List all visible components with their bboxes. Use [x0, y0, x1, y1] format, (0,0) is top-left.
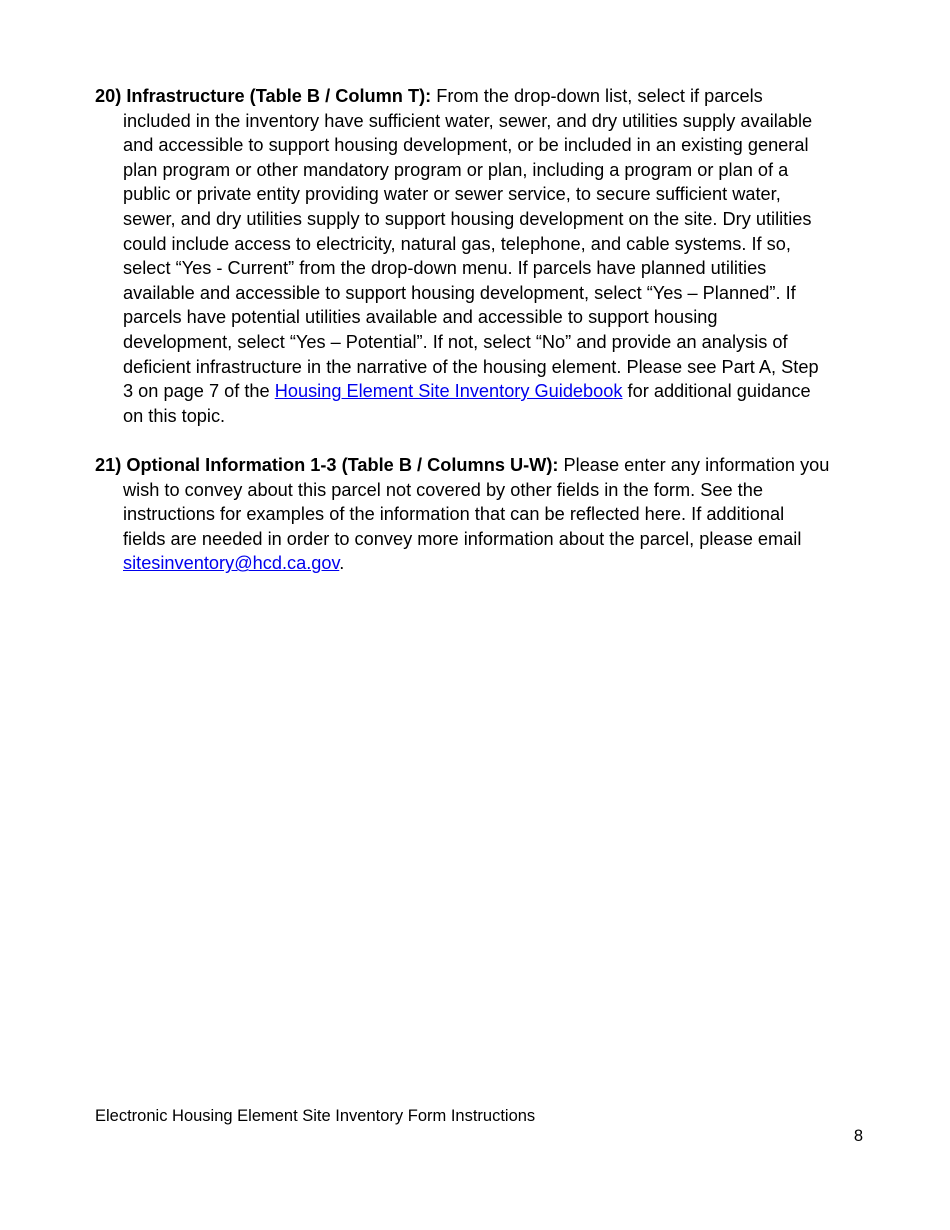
instruction-paragraph: [95, 453, 830, 576]
email-link[interactable]: sitesinventory@hcd.ca.gov: [123, 553, 340, 574]
item-heading: Infrastructure (Table B / Column T):: [126, 86, 432, 106]
item-heading: Optional Information 1-3 (Table B / Columns U-W):: [126, 455, 559, 475]
item-body-end: .: [339, 553, 345, 574]
item-body: Please enter any information you wish to convey about this parcel not covered by other fields in the form. See the instructions for examples of the information that can be reflected here. If additional fields are needed in order to convey more information about the parcel, please email: [123, 455, 830, 549]
page-number: 8: [853, 1127, 863, 1145]
instruction-paragraph: [95, 84, 830, 428]
item-body-end: for additional guidance on this topic.: [123, 381, 811, 426]
item-number: 21): [95, 455, 122, 475]
instruction-item-20: [95, 84, 830, 428]
instruction-item-21: [95, 453, 830, 576]
guidebook-link[interactable]: Housing Element Site Inventory Guidebook: [274, 381, 623, 402]
footer-title: Electronic Housing Element Site Inventory Form Instructions: [95, 1107, 536, 1125]
item-number: 20): [95, 86, 122, 106]
item-body: From the drop-down list, select if parcels included in the inventory have sufficient water, sewer, and dry utilities supply available and accessible to support housing development, or be included in an existing general plan program or other mandatory program or plan, including a program or plan of a public or private entity providing water or sewer service, to secure sufficient water, sewer, and dry utilities supply to support housing development on the site. Dry utilities could include access to electricity, natural gas, telephone, and cable systems. If so, select “Yes - Current” from the drop-down menu. If parcels have planned utilities available and accessible to support housing development, select “Yes – Planned”. If parcels have potential utilities available and accessible to support housing development, select “Yes – Potential”. If not, select “No” and provide an analysis of deficient infrastructure in the narrative of the housing element. Please see Part A, Step 3 on page 7 of the: [123, 86, 819, 402]
